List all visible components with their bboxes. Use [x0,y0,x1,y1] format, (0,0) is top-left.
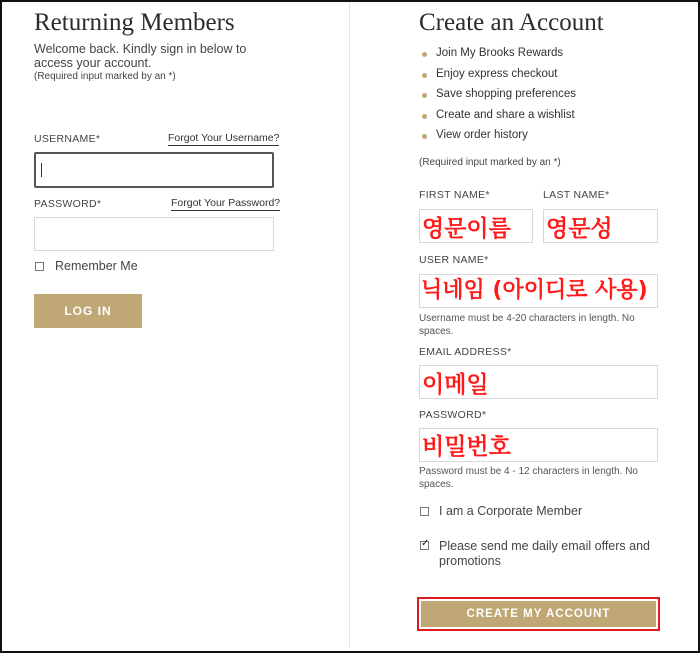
bullet-icon [422,93,427,98]
login-button[interactable]: LOG IN [34,294,142,328]
benefits-list [419,47,679,150]
password-annotation: 비밀번호 [422,434,511,460]
benefit-item [419,109,679,130]
column-divider [349,2,350,649]
register-title: Create an Account [419,9,604,36]
username-hint: Username must be 4-20 characters in length. No spaces. [419,313,635,337]
email-annotation: 이메일 [422,372,489,398]
username-annotation: 닉네임 (아이디로 사용) [421,278,648,303]
login-title: Returning Members [34,9,235,36]
login-password-input[interactable] [34,217,274,251]
bullet-icon [422,52,427,57]
bullet-icon [422,134,427,139]
email-offers-label: Please send me daily email offers and promotions [439,539,650,568]
email-offers-checkbox[interactable] [420,541,429,550]
password-hint: Password must be 4 - 12 characters in length. No spaces. [419,466,638,490]
benefit-item [419,68,679,89]
benefit-text: View order history [436,129,528,141]
create-account-button[interactable]: CREATE MY ACCOUNT [421,601,656,627]
first-name-label: FIRST NAME* [419,189,490,201]
text-caret [41,163,42,177]
login-username-input[interactable] [34,152,274,188]
login-password-label: PASSWORD* [34,198,102,210]
remember-me-label: Remember Me [55,259,138,273]
register-required-note: (Required input marked by an *) [419,157,561,168]
corporate-member-label: I am a Corporate Member [439,504,583,518]
forgot-username-link[interactable]: Forgot Your Username? [168,132,280,144]
login-welcome-text: Welcome back. Kindly sign in below to access your account. [34,42,247,70]
login-username-label: USERNAME* [34,133,101,145]
last-name-label: LAST NAME* [543,189,610,201]
last-name-annotation: 영문성 [546,216,613,242]
first-name-annotation: 영문이름 [422,216,511,242]
email-label: EMAIL ADDRESS* [419,346,512,358]
benefit-item [419,47,679,68]
benefit-text: Join My Brooks Rewards [436,47,564,59]
benefit-text: Save shopping preferences [436,88,577,100]
benefit-text: Enjoy express checkout [436,67,558,80]
remember-me-checkbox[interactable] [35,262,44,271]
create-account-highlight [417,597,660,631]
bullet-icon [422,73,427,78]
benefit-item [419,129,679,150]
benefit-text: Create and share a wishlist [436,108,575,121]
corporate-member-checkbox[interactable] [420,507,429,516]
benefit-item [419,88,679,109]
register-password-label: PASSWORD* [419,409,487,421]
bullet-icon [422,114,427,119]
login-required-note: (Required input marked by an *) [34,71,176,82]
forgot-password-link[interactable]: Forgot Your Password? [171,197,281,209]
register-username-label: USER NAME* [419,254,489,266]
